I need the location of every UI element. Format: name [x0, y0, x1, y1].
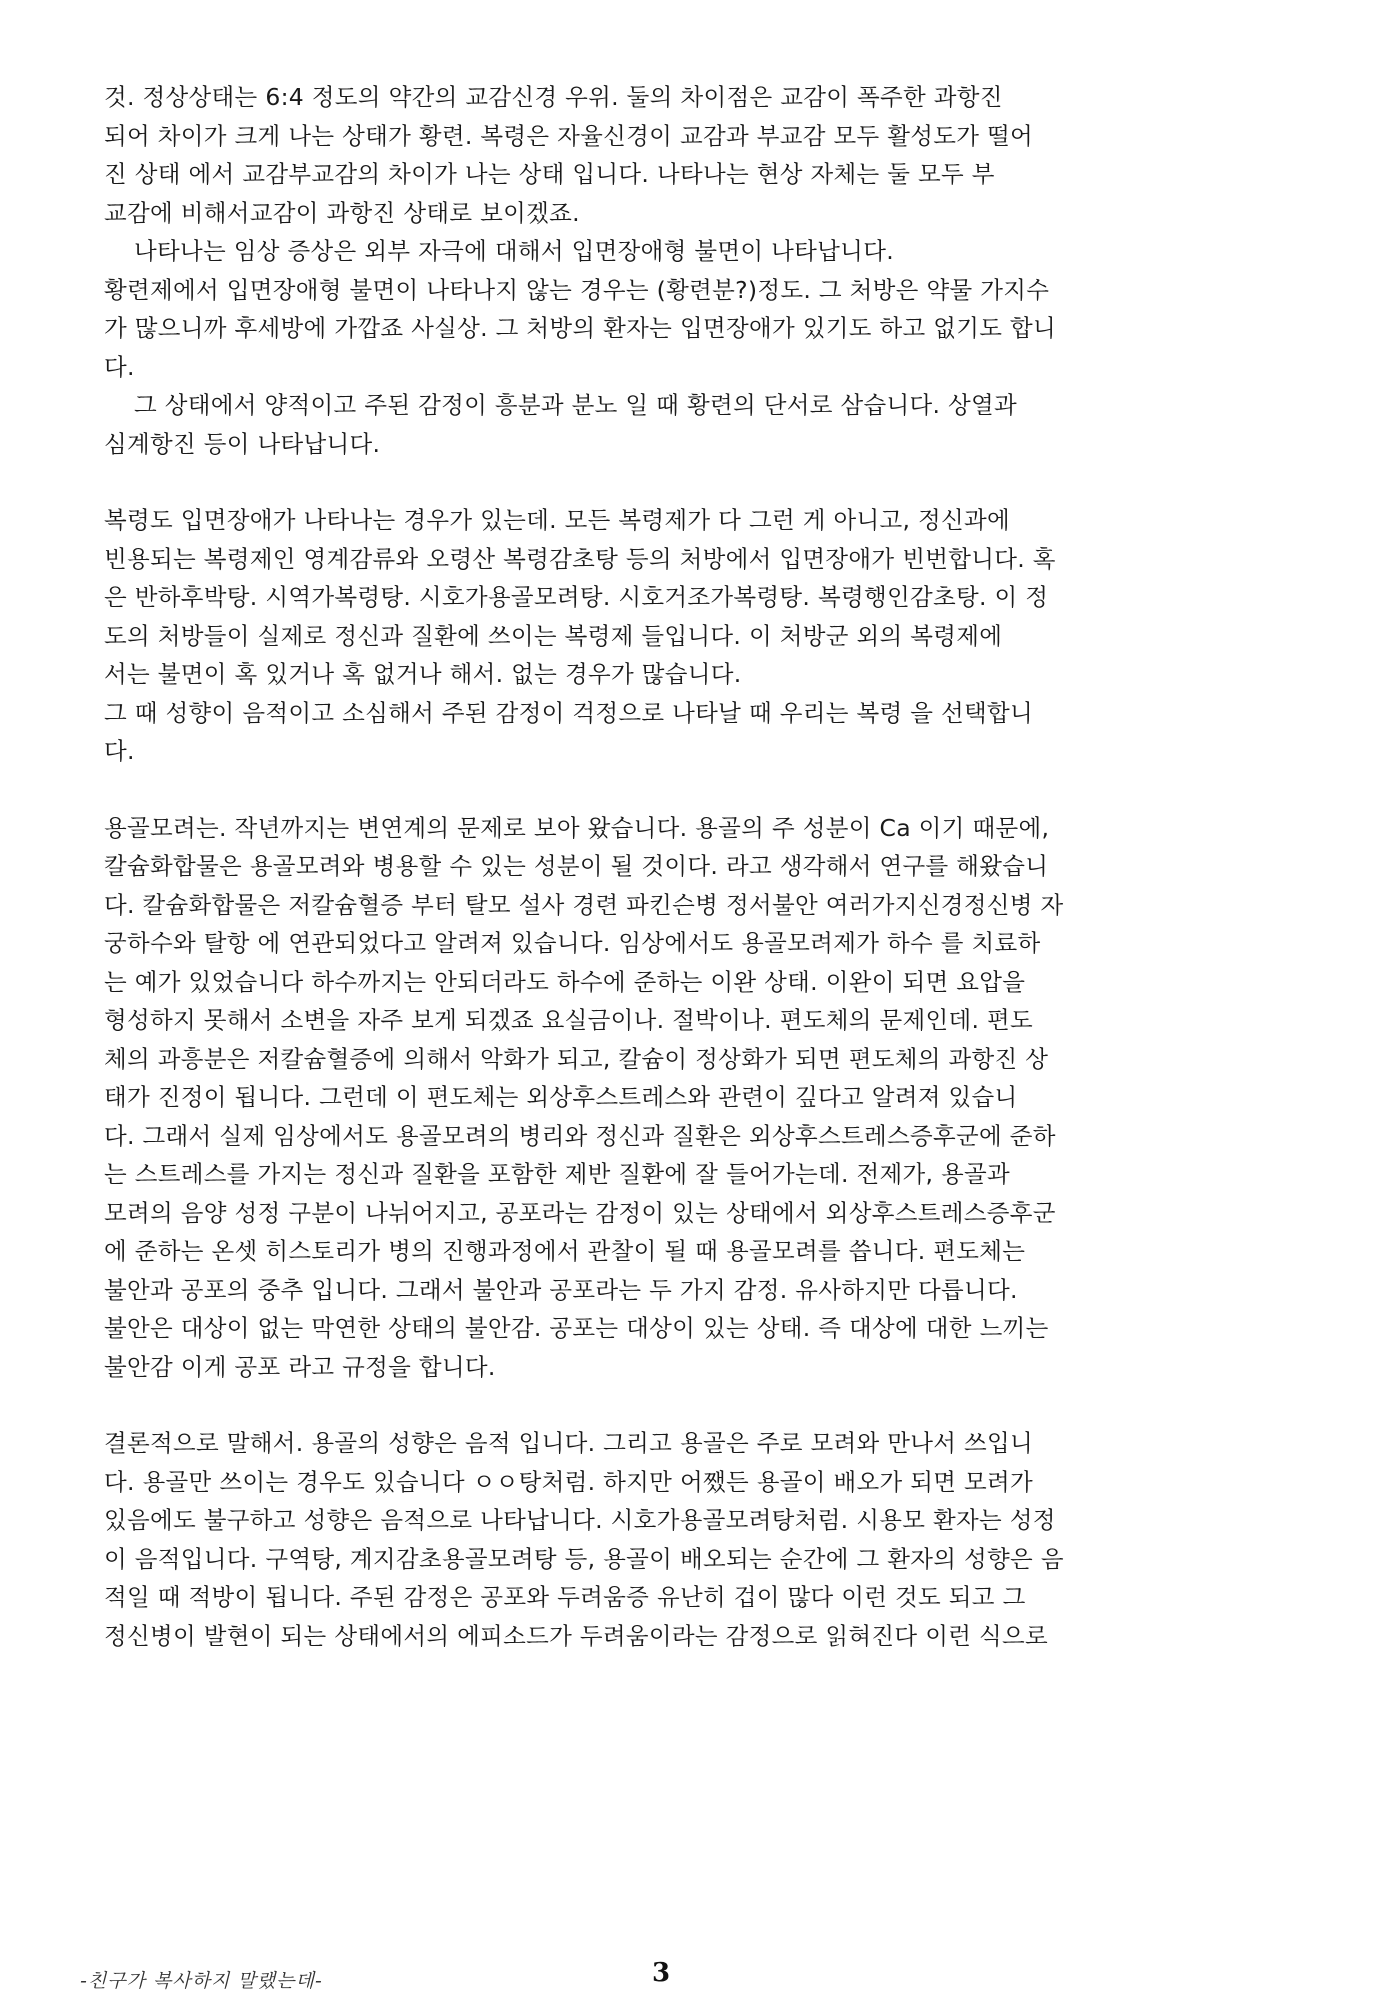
text-line: 교감에 비해서교감이 과항진 상태로 보이겠죠. — [104, 198, 580, 227]
text-line: 불안과 공포의 중추 입니다. 그래서 불안과 공포라는 두 가지 감정. 유사하지만 다릅니다. — [104, 1275, 1018, 1304]
paragraph — [104, 271, 1254, 387]
text-line: 이 음적입니다. 구역탕, 계지감초용골모려탕 등, 용골이 배오되는 순간에 그 환자의 성향은 음 — [104, 1544, 1064, 1573]
paragraph — [104, 386, 1254, 425]
text-line: 되어 차이가 크게 나는 상태가 황련. 복령은 자율신경이 교감과 부교감 모두 활성도가 떨어 — [104, 121, 1034, 150]
text-line: 서는 불면이 혹 있거나 혹 없거나 해서. 없는 경우가 많습니다. — [104, 660, 742, 688]
footer-handwritten-note: -친구가 복사하지 말랬는데- — [80, 1970, 323, 1992]
text-line: 심계항진 등이 나타납니다. — [104, 429, 381, 458]
text-line: 칼슘화합물은 용골모려와 병용할 수 있는 성분이 될 것이다. 라고 생각해서 연구를 해왔습니 — [104, 852, 1049, 880]
text-line: 체의 과흥분은 저칼슘혈증에 의해서 악화가 되고, 칼슘이 정상화가 되면 편도체의 과항진 상 — [104, 1044, 1049, 1073]
text-line: 나타나는 임상 증상은 외부 자극에 대해서 입면장애형 불면이 나타납니다. — [134, 237, 894, 265]
paragraph — [104, 694, 1254, 771]
text-line: 빈용되는 복령제인 영계감류와 오령산 복령감초탕 등의 처방에서 입면장애가 빈번합니다. 혹 — [104, 544, 1056, 573]
text-line: 것. 정상상태는 6:4 정도의 약간의 교감신경 우위. 둘의 차이점은 교감이 폭주한 과항진 — [104, 83, 1003, 111]
text-line: 다. 용골만 쓰이는 경우도 있습니다 ㅇㅇ탕처럼. 하지만 어쨌든 용골이 배오가 되면 모려가 — [104, 1467, 1034, 1496]
text-line: 황련제에서 입면장애형 불면이 나타나지 않는 경우는 (황련분?)정도. 그 처방은 약물 가지수 — [104, 275, 1050, 304]
text-line: 형성하지 못해서 소변을 자주 보게 되겠죠 요실금이나. 절박이나. 편도체의 문제인데. 편도 — [104, 1006, 1034, 1034]
text-line: 모려의 음양 성정 구분이 나뉘어지고, 공포라는 감정이 있는 상태에서 외상후스트레스증후군 — [104, 1198, 1056, 1227]
paragraph-gap — [104, 463, 1254, 501]
text-line: 은 반하후박탕. 시역가복령탕. 시호가용골모려탕. 시호거조가복령탕. 복령행인감초탕. 이 정 — [104, 583, 1049, 611]
text-line: 복령도 입면장애가 나타나는 경우가 있는데. 모든 복령제가 다 그런 게 아니고, 정신과에 — [104, 506, 1011, 534]
page-number: 3 — [652, 1958, 671, 1988]
text-line: 정신병이 발현이 되는 상태에서의 에피소드가 두려움이라는 감정으로 읽혀진다 이런 식으로 — [104, 1621, 1048, 1650]
text-line: 불안감 이게 공포 라고 규정을 합니다. — [104, 1352, 496, 1381]
document-body — [104, 78, 1254, 1655]
text-line: 다. 칼슘화합물은 저칼슘혈증 부터 탈모 설사 경련 파킨슨병 정서불안 여러가지신경정신병 자 — [104, 890, 1064, 919]
text-line: 용골모려는. 작년까지는 변연계의 문제로 보아 왔습니다. 용골의 주 성분이 Ca 이기 때문에, — [104, 813, 1050, 842]
paragraph — [104, 425, 1254, 464]
text-line: 는 예가 있었습니다 하수까지는 안되더라도 하수에 준하는 이완 상태. 이완이 되면 요압을 — [104, 967, 1026, 996]
paragraph-gap — [104, 771, 1254, 809]
paragraph — [104, 1424, 1254, 1655]
text-line: 다. 그래서 실제 임상에서도 용골모려의 병리와 정신과 질환은 외상후스트레스증후군에 준하 — [104, 1121, 1056, 1150]
text-line: 궁하수와 탈항 에 연관되었다고 알려져 있습니다. 임상에서도 용골모려제가 하수 를 치료하 — [104, 929, 1041, 957]
text-line: 가 많으니까 후세방에 가깝죠 사실상. 그 처방의 환자는 입면장애가 있기도 하고 없기도 합니 — [104, 314, 1057, 342]
paragraph — [104, 232, 1254, 271]
text-line: 그 상태에서 양적이고 주된 감정이 흥분과 분노 일 때 황련의 단서로 삼습니다. 상열과 — [134, 391, 1018, 419]
text-line: 태가 진정이 됩니다. 그런데 이 편도체는 외상후스트레스와 관련이 깊다고 알려져 있습니 — [104, 1083, 1018, 1111]
text-line: 있음에도 불구하고 성향은 음적으로 나타납니다. 시호가용골모려탕처럼. 시용모 환자는 성정 — [104, 1506, 1056, 1534]
text-line: 에 준하는 온셋 히스토리가 병의 진행과정에서 관찰이 될 때 용골모려를 씁니다. 편도체는 — [104, 1237, 1026, 1265]
paragraph-gap — [104, 1386, 1254, 1424]
text-line: 는 스트레스를 가지는 정신과 질환을 포함한 제반 질환에 잘 들어가는데. 전제가, 용골과 — [104, 1160, 1011, 1188]
text-line: 진 상태 에서 교감부교감의 차이가 나는 상태 입니다. 나타나는 현상 자체는 둘 모두 부 — [104, 160, 995, 188]
text-line: 그 때 성향이 음적이고 소심해서 주된 감정이 걱정으로 나타날 때 우리는 복령 을 선택합니 — [104, 698, 1034, 727]
paragraph — [104, 809, 1254, 1387]
paragraph — [104, 78, 1254, 232]
paragraph — [104, 501, 1254, 694]
text-line: 결론적으로 말해서. 용골의 성향은 음적 입니다. 그리고 용골은 주로 모려와 만나서 쓰입니 — [104, 1429, 1034, 1457]
text-line: 불안은 대상이 없는 막연한 상태의 불안감. 공포는 대상이 있는 상태. 즉 대상에 대한 느끼는 — [104, 1314, 1049, 1342]
text-line: 다. — [104, 737, 135, 765]
text-line: 도의 처방들이 실제로 정신과 질환에 쓰이는 복령제 들입니다. 이 처방군 외의 복령제에 — [104, 621, 1003, 650]
text-line: 적일 때 적방이 됩니다. 주된 감정은 공포와 두려움증 유난히 겁이 많다 이런 것도 되고 그 — [104, 1583, 1026, 1611]
text-line: 다. — [104, 352, 135, 381]
